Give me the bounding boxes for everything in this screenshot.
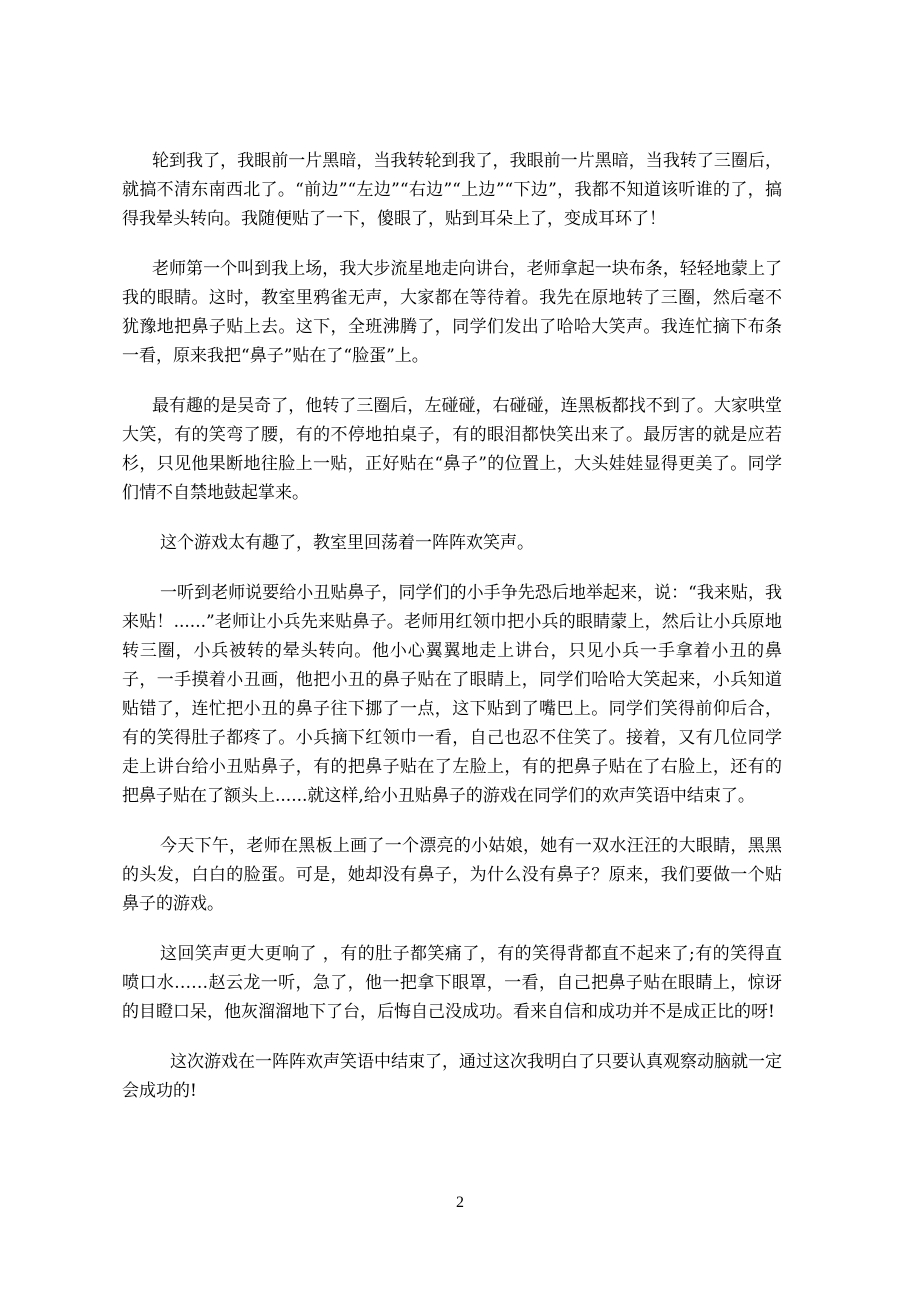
document-body [122, 147, 782, 1127]
paragraph-1: 轮到我了，我眼前一片黑暗，当我转轮到我了，我眼前一片黑暗，当我转了三圈后，就搞不清东南西北了。“前边”“左边”“右边”“上边”“下边”，我都不知道该听谁的了，搞得我晕头转向。我随便贴了一下，傻眼了，贴到耳朵上了，变成耳环了！ [122, 151, 782, 229]
paragraph-7: 这回笑声更大更响了 ，有的肚子都笑痛了，有的笑得背都直不起来了;有的笑得直喷口水……赵云龙一听，急了，他一把拿下眼罩，一看，自己把鼻子贴在眼睛上，惊讶的目瞪口呆，他灰溜溜地下了台，后悔自己没成功。看来自信和成功并不是成正比的呀! [122, 944, 782, 1022]
paragraph-6: 今天下午，老师在黑板上画了一个漂亮的小姑娘，她有一双水汪汪的大眼睛，黑黑的头发，白白的脸蛋。可是，她却没有鼻子，为什么没有鼻子？原来，我们要做一个贴鼻子的游戏。 [122, 836, 782, 914]
paragraph-2: 老师第一个叫到我上场，我大步流星地走向讲台，老师拿起一块布条，轻轻地蒙上了我的眼睛。这时，教室里鸦雀无声，大家都在等待着。我先在原地转了三圈，然后毫不犹豫地把鼻子贴上去。这下，全班沸腾了，同学们发出了哈哈大笑声。我连忙摘下布条一看，原来我把“鼻子”贴在了“脸蛋”上。 [122, 259, 782, 366]
paragraph-4: 这个游戏太有趣了，教室里回荡着一阵阵欢笑声。 [160, 533, 534, 553]
paragraph-8: 这次游戏在一阵阵欢声笑语中结束了，通过这次我明白了只要认真观察动脑就一定会成功的! [122, 1052, 782, 1101]
page-number: 2 [456, 1194, 464, 1211]
paragraph-5: 一听到老师说要给小丑贴鼻子，同学们的小手争先恐后地举起来，说：“我来贴，我来贴！......”老师让小兵先来贴鼻子。老师用红领巾把小兵的眼睛蒙上，然后让小兵原地转三圈，小兵被转的晕头转向。他小心翼翼地走上讲台，只见小兵一手拿着小丑的鼻子，一手摸着小丑画，他把小丑的鼻子贴在了眼睛上，同学们哈哈大笑起来，小兵知道贴错了，连忙把小丑的鼻子往下挪了一点，这下贴到了嘴巴上。同学们笑得前仰后合，有的笑得肚子都疼了。小兵摘下红领巾一看，自己也忍不住笑了。接着，又有几位同学走上讲台给小丑贴鼻子，有的把鼻子贴在了左脸上，有的把鼻子贴在了右脸上，还有的把鼻子贴在了额头上......就这样,给小丑贴鼻子的游戏在同学们的欢声笑语中结束了。 [122, 583, 782, 806]
paragraph-3: 最有趣的是吴奇了，他转了三圈后，左碰碰，右碰碰，连黑板都找不到了。大家哄堂大笑，有的笑弯了腰，有的不停地拍桌子，有的眼泪都快笑出来了。最厉害的就是应若杉，只见他果断地往脸上一贴，正好贴在“鼻子”的位置上，大头娃娃显得更美了。同学们情不自禁地鼓起掌来。 [122, 396, 782, 503]
